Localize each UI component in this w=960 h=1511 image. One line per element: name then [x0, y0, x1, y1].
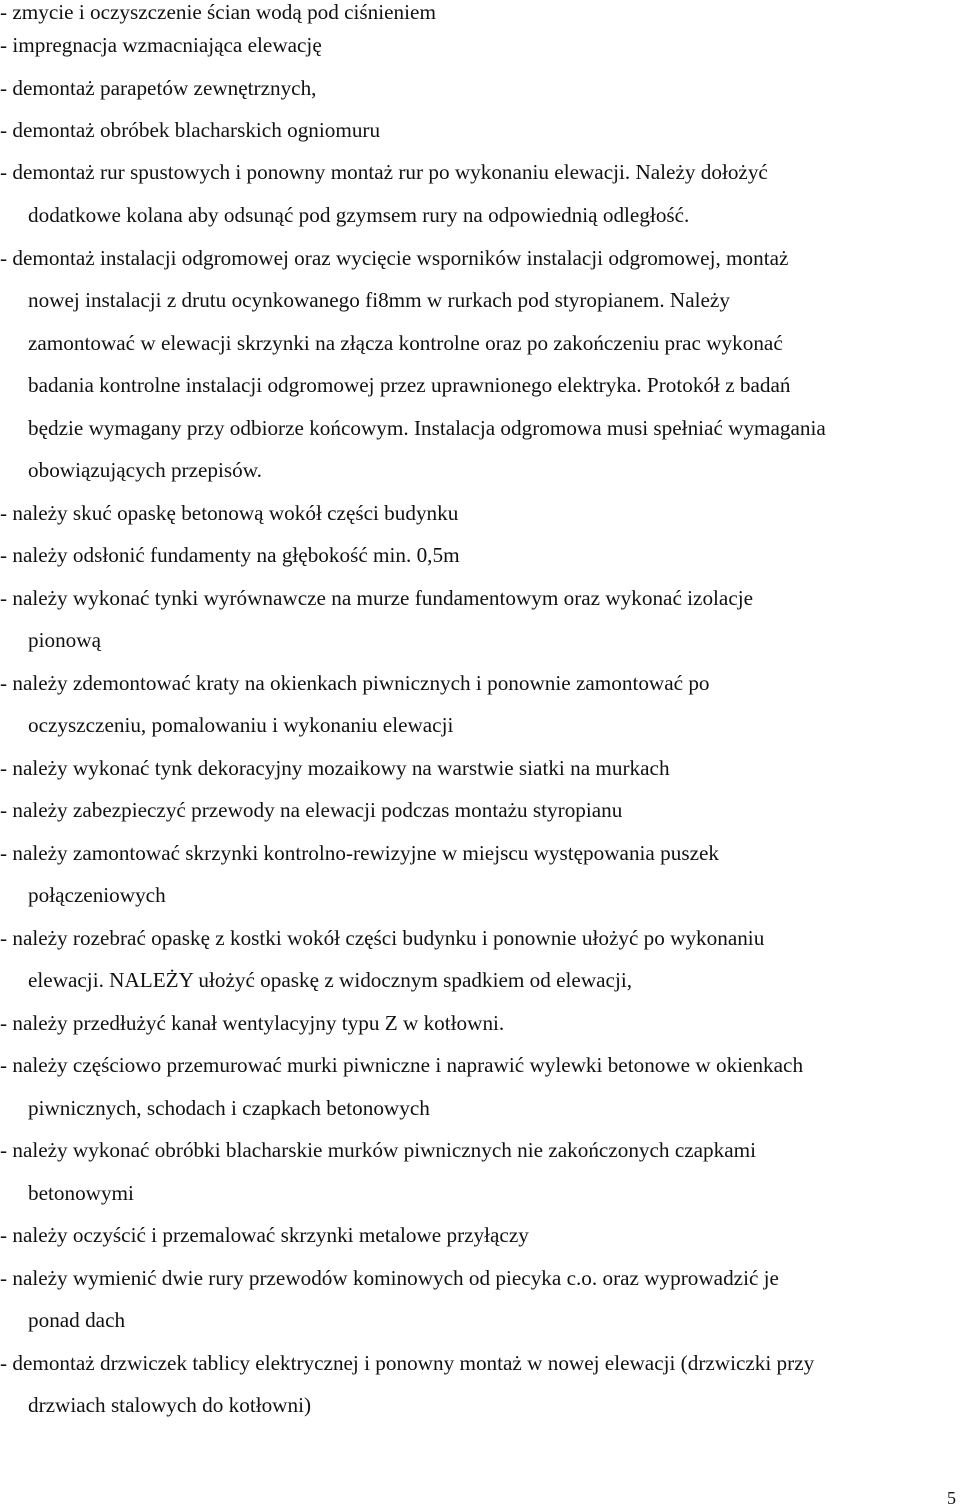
text-line: pionową	[28, 628, 101, 652]
text-line: dodatkowe kolana aby odsunąć pod gzymsem rury na odpowiednią odległość.	[28, 203, 690, 227]
text-line: piwnicznych, schodach i czapkach betonowych	[28, 1096, 430, 1120]
text-line: drzwiach stalowych do kotłowni)	[28, 1393, 312, 1417]
text-line: nowej instalacji z drutu ocynkowanego fi8mm w rurkach pod styropianem. Należy	[28, 288, 730, 312]
text-line: - należy odsłonić fundamenty na głębokość min. 0,5m	[0, 543, 460, 567]
text-line: - należy wykonać tynki wyrównawcze na murze fundamentowym oraz wykonać izolacje	[0, 586, 754, 610]
text-line: - należy wykonać obróbki blacharskie murków piwnicznych nie zakończonych czapkami	[0, 1138, 756, 1162]
text-line: połączeniowych	[28, 883, 166, 907]
text-line: - należy rozebrać opaskę z kostki wokół części budynku i ponownie ułożyć po wykonaniu	[0, 926, 765, 950]
text-line: - demontaż obróbek blacharskich ogniomuru	[0, 118, 381, 142]
text-line: - należy częściowo przemurować murki piwniczne i naprawić wylewki betonowe w okienkach	[0, 1053, 804, 1077]
text-line: - należy zabezpieczyć przewody na elewacji podczas montażu styropianu	[0, 798, 623, 822]
text-line: - należy skuć opaskę betonową wokół części budynku	[0, 501, 459, 525]
text-line: - demontaż parapetów zewnętrznych,	[0, 76, 317, 100]
text-line: - należy przedłużyć kanał wentylacyjny typu Z w kotłowni.	[0, 1011, 505, 1035]
text-line: - demontaż drzwiczek tablicy elektrycznej i ponowny montaż w nowej elewacji (drzwiczki przy	[0, 1351, 815, 1375]
text-line: - demontaż instalacji odgromowej oraz wycięcie wsporników instalacji odgromowej, montaż	[0, 246, 789, 270]
text-line: - należy wymienić dwie rury przewodów kominowych od piecyka c.o. oraz wyprowadzić je	[0, 1266, 779, 1290]
text-line: elewacji. NALEŻY ułożyć opaskę z widocznym spadkiem od elewacji,	[28, 968, 633, 992]
page-number: 5	[947, 1488, 956, 1508]
text-line: - należy zamontować skrzynki kontrolno-rewizyjne w miejscu występowania puszek	[0, 841, 719, 865]
text-line: ponad dach	[28, 1308, 126, 1332]
text-line: - należy zdemontować kraty na okienkach piwnicznych i ponownie zamontować po	[0, 671, 710, 695]
text-line: - należy oczyścić i przemalować skrzynki metalowe przyłączy	[0, 1223, 529, 1247]
text-line: obowiązujących przepisów.	[28, 458, 262, 482]
text-line: badania kontrolne instalacji odgromowej przez uprawnionego elektryka. Protokół z badań	[28, 373, 791, 397]
text-line: - demontaż rur spustowych i ponowny montaż rur po wykonaniu elewacji. Należy dołożyć	[0, 160, 768, 184]
text-line: - zmycie i oczyszczenie ścian wodą pod ciśnieniem	[0, 0, 436, 24]
text-line: będzie wymagany przy odbiorze końcowym. Instalacja odgromowa musi spełniać wymagania	[28, 416, 826, 440]
text-line: betonowymi	[28, 1181, 134, 1205]
text-line: oczyszczeniu, pomalowaniu i wykonaniu elewacji	[28, 713, 454, 737]
text-line: - należy wykonać tynk dekoracyjny mozaikowy na warstwie siatki na murkach	[0, 756, 670, 780]
text-line: - impregnacja wzmacniająca elewację	[0, 33, 322, 57]
text-line: zamontować w elewacji skrzynki na złącza kontrolne oraz po zakończeniu prac wykonać	[28, 331, 783, 355]
